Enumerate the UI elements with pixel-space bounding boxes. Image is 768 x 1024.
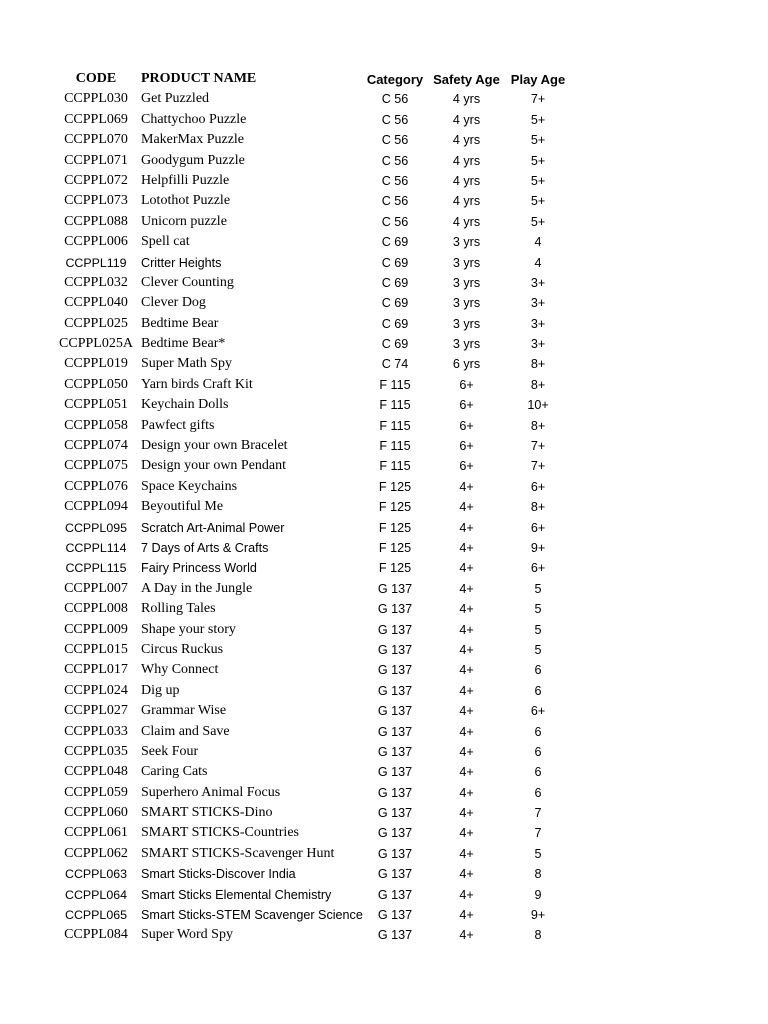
cell-category: G 137 xyxy=(377,765,413,780)
cell-product-name: Fairy Princess World xyxy=(141,561,257,576)
cell-product-name: Smart Sticks-STEM Scavenger Science xyxy=(141,908,363,923)
cell-code: CCPPL051 xyxy=(64,397,128,413)
cell-code: CCPPL007 xyxy=(64,580,128,596)
cell-product-name: Space Keychains xyxy=(141,478,238,494)
cell-code: CCPPL050 xyxy=(64,376,128,392)
cell-category: F 115 xyxy=(379,418,411,433)
cell-category: G 137 xyxy=(377,581,413,596)
cell-play-age: 6+ xyxy=(530,561,546,576)
cell-product-name: Clever Counting xyxy=(141,274,234,290)
cell-category: G 137 xyxy=(377,744,413,759)
cell-safety-age: 4+ xyxy=(459,500,474,515)
cell-product-name: Critter Heights xyxy=(141,255,222,270)
cell-safety-age: 3 yrs xyxy=(452,337,481,352)
cell-product-name: Why Connect xyxy=(141,662,219,678)
cell-play-age: 5+ xyxy=(530,153,546,168)
cell-category: F 115 xyxy=(379,439,411,454)
table-row xyxy=(0,456,768,476)
cell-code: CCPPL084 xyxy=(64,927,128,943)
table-row xyxy=(0,640,768,660)
cell-category: C 56 xyxy=(381,214,409,229)
cell-code: CCPPL025A xyxy=(59,336,133,352)
cell-play-age: 3+ xyxy=(530,296,546,311)
cell-product-name: A Day in the Jungle xyxy=(141,580,253,596)
cell-category: F 125 xyxy=(378,479,412,494)
cell-play-age: 9+ xyxy=(530,908,546,923)
cell-category: F 115 xyxy=(379,459,411,474)
cell-code: CCPPL072 xyxy=(64,172,128,188)
table-row xyxy=(0,558,768,578)
cell-category: G 137 xyxy=(377,867,413,882)
cell-code: CCPPL094 xyxy=(64,499,128,515)
table-row xyxy=(0,538,768,558)
cell-code: CCPPL008 xyxy=(64,601,128,617)
table-row xyxy=(0,823,768,843)
cell-category: F 125 xyxy=(378,540,412,555)
cell-safety-age: 3 yrs xyxy=(452,255,481,270)
cell-product-name: Smart Sticks Elemental Chemistry xyxy=(141,887,332,902)
cell-play-age: 5+ xyxy=(530,214,546,229)
cell-product-name: Pawfect gifts xyxy=(141,417,215,433)
cell-category: G 137 xyxy=(377,846,413,861)
cell-safety-age: 3 yrs xyxy=(452,275,481,290)
cell-category: F 115 xyxy=(379,398,411,413)
table-row xyxy=(0,314,768,334)
cell-play-age: 4 xyxy=(534,235,542,250)
cell-play-age: 6+ xyxy=(530,520,546,535)
table-row xyxy=(0,925,768,945)
cell-safety-age: 4+ xyxy=(459,581,474,596)
cell-product-name: Bedtime Bear* xyxy=(141,336,226,352)
cell-category: G 137 xyxy=(377,663,413,678)
cell-play-age: 6 xyxy=(534,663,542,678)
cell-play-age: 6 xyxy=(534,765,542,780)
cell-code: CCPPL061 xyxy=(64,825,128,841)
cell-play-age: 8 xyxy=(534,867,542,882)
cell-code: CCPPL088 xyxy=(64,213,128,229)
cell-play-age: 3+ xyxy=(530,275,546,290)
cell-product-name: Clever Dog xyxy=(141,295,206,311)
cell-play-age: 4 xyxy=(534,255,542,270)
cell-category: C 56 xyxy=(381,194,409,209)
cell-product-name: Design your own Bracelet xyxy=(141,438,288,454)
cell-code: CCPPL024 xyxy=(64,682,128,698)
cell-code: CCPPL076 xyxy=(64,478,128,494)
cell-safety-age: 4+ xyxy=(459,928,474,943)
cell-play-age: 9+ xyxy=(530,540,546,555)
cell-safety-age: 4+ xyxy=(459,724,474,739)
table-row xyxy=(0,151,768,171)
cell-category: F 115 xyxy=(379,377,411,392)
table-row xyxy=(0,844,768,864)
table-row xyxy=(0,293,768,313)
cell-product-name: Seek Four xyxy=(141,743,199,759)
cell-safety-age: 4 yrs xyxy=(452,92,481,107)
cell-play-age: 8+ xyxy=(530,500,546,515)
header-play-age: Play Age xyxy=(510,72,566,87)
cell-safety-age: 6 yrs xyxy=(452,357,481,372)
cell-play-age: 5 xyxy=(534,642,542,657)
cell-category: G 137 xyxy=(377,826,413,841)
cell-code: CCPPL017 xyxy=(64,662,128,678)
cell-play-age: 6+ xyxy=(530,704,546,719)
cell-code: CCPPL075 xyxy=(64,458,128,474)
table-row xyxy=(0,762,768,782)
cell-play-age: 6 xyxy=(534,724,542,739)
cell-safety-age: 4+ xyxy=(459,826,474,841)
table-row xyxy=(0,89,768,109)
cell-category: G 137 xyxy=(377,724,413,739)
table-row xyxy=(0,620,768,640)
table-row xyxy=(0,579,768,599)
table-row xyxy=(0,232,768,252)
cell-safety-age: 4+ xyxy=(459,704,474,719)
cell-safety-age: 4+ xyxy=(459,908,474,923)
cell-safety-age: 6+ xyxy=(459,377,474,392)
cell-code: CCPPL064 xyxy=(65,887,127,902)
cell-code: CCPPL063 xyxy=(65,867,127,882)
cell-play-age: 7+ xyxy=(530,459,546,474)
cell-product-name: Rolling Tales xyxy=(141,601,216,617)
cell-safety-age: 4 yrs xyxy=(452,194,481,209)
cell-play-age: 8+ xyxy=(530,357,546,372)
cell-code: CCPPL019 xyxy=(64,356,128,372)
cell-category: G 137 xyxy=(377,704,413,719)
cell-safety-age: 4+ xyxy=(459,663,474,678)
table-row xyxy=(0,803,768,823)
table-row xyxy=(0,722,768,742)
cell-category: C 56 xyxy=(381,153,409,168)
header-safety-age: Safety Age xyxy=(433,72,500,87)
cell-category: F 125 xyxy=(378,500,412,515)
cell-product-name: SMART STICKS-Dino xyxy=(141,805,273,821)
cell-safety-age: 4+ xyxy=(459,846,474,861)
cell-code: CCPPL027 xyxy=(64,703,128,719)
cell-product-name: Scratch Art-Animal Power xyxy=(141,520,285,535)
table-row xyxy=(0,253,768,273)
cell-code: CCPPL074 xyxy=(64,438,128,454)
cell-play-age: 6 xyxy=(534,744,542,759)
cell-play-age: 5 xyxy=(534,602,542,617)
cell-product-name: Helpfilli Puzzle xyxy=(141,172,230,188)
cell-category: C 56 xyxy=(381,133,409,148)
cell-category: G 137 xyxy=(377,602,413,617)
table-row xyxy=(0,273,768,293)
table-row xyxy=(0,171,768,191)
cell-category: G 137 xyxy=(377,642,413,657)
cell-play-age: 5 xyxy=(534,622,542,637)
cell-category: G 137 xyxy=(377,928,413,943)
cell-code: CCPPL070 xyxy=(64,132,128,148)
cell-product-name: Get Puzzled xyxy=(141,91,210,107)
table-row xyxy=(0,130,768,150)
cell-product-name: Bedtime Bear xyxy=(141,315,219,331)
cell-product-name: Smart Sticks-Discover India xyxy=(141,867,296,882)
cell-category: G 137 xyxy=(377,622,413,637)
cell-safety-age: 3 yrs xyxy=(452,235,481,250)
cell-safety-age: 3 yrs xyxy=(452,296,481,311)
cell-safety-age: 4+ xyxy=(459,602,474,617)
cell-safety-age: 4 yrs xyxy=(452,173,481,188)
table-row xyxy=(0,497,768,517)
cell-code: CCPPL060 xyxy=(64,805,128,821)
table-row xyxy=(0,905,768,925)
cell-safety-age: 4+ xyxy=(459,744,474,759)
table-row xyxy=(0,477,768,497)
cell-safety-age: 4 yrs xyxy=(452,153,481,168)
cell-product-name: Design your own Pendant xyxy=(141,458,287,474)
product-table xyxy=(0,69,768,946)
cell-product-name: Superhero Animal Focus xyxy=(141,784,281,800)
cell-product-name: 7 Days of Arts & Crafts xyxy=(141,540,269,555)
cell-category: G 137 xyxy=(377,908,413,923)
table-row xyxy=(0,864,768,884)
cell-product-name: Claim and Save xyxy=(141,723,230,739)
table-row xyxy=(0,375,768,395)
table-row xyxy=(0,681,768,701)
table-row xyxy=(0,660,768,680)
cell-safety-age: 4+ xyxy=(459,622,474,637)
cell-code: CCPPL059 xyxy=(64,784,128,800)
cell-play-age: 8+ xyxy=(530,418,546,433)
cell-category: G 137 xyxy=(377,785,413,800)
cell-play-age: 3+ xyxy=(530,337,546,352)
cell-safety-age: 3 yrs xyxy=(452,316,481,331)
cell-play-age: 5+ xyxy=(530,112,546,127)
cell-product-name: Dig up xyxy=(141,682,180,698)
cell-category: C 69 xyxy=(381,235,409,250)
cell-safety-age: 4+ xyxy=(459,887,474,902)
cell-product-name: SMART STICKS-Countries xyxy=(141,825,299,841)
header-product-name: PRODUCT NAME xyxy=(141,71,257,86)
cell-category: F 125 xyxy=(378,520,412,535)
cell-category: C 56 xyxy=(381,92,409,107)
cell-code: CCPPL115 xyxy=(65,561,127,576)
cell-category: G 137 xyxy=(377,806,413,821)
cell-code: CCPPL040 xyxy=(64,295,128,311)
cell-play-age: 5 xyxy=(534,846,542,861)
cell-product-name: Lotothot Puzzle xyxy=(141,193,231,209)
cell-code: CCPPL015 xyxy=(64,641,128,657)
cell-play-age: 3+ xyxy=(530,316,546,331)
table-row xyxy=(0,395,768,415)
cell-code: CCPPL030 xyxy=(64,91,128,107)
cell-safety-age: 6+ xyxy=(459,439,474,454)
cell-code: CCPPL114 xyxy=(65,540,127,555)
cell-play-age: 8+ xyxy=(530,377,546,392)
header-category: Category xyxy=(366,72,424,87)
cell-safety-age: 4+ xyxy=(459,765,474,780)
cell-play-age: 10+ xyxy=(527,398,549,413)
table-row xyxy=(0,191,768,211)
cell-category: C 56 xyxy=(381,112,409,127)
cell-code: CCPPL009 xyxy=(64,621,128,637)
cell-play-age: 6 xyxy=(534,785,542,800)
cell-safety-age: 4+ xyxy=(459,785,474,800)
cell-safety-age: 4 yrs xyxy=(452,133,481,148)
cell-safety-age: 4+ xyxy=(459,520,474,535)
cell-product-name: Beyoutiful Me xyxy=(141,499,224,515)
cell-product-name: MakerMax Puzzle xyxy=(141,132,245,148)
table-row xyxy=(0,416,768,436)
cell-play-age: 7+ xyxy=(530,439,546,454)
table-row xyxy=(0,783,768,803)
table-row xyxy=(0,885,768,905)
cell-play-age: 7 xyxy=(534,826,542,841)
cell-play-age: 5 xyxy=(534,581,542,596)
cell-product-name: Circus Ruckus xyxy=(141,641,224,657)
cell-safety-age: 4+ xyxy=(459,561,474,576)
table-row xyxy=(0,212,768,232)
cell-code: CCPPL058 xyxy=(64,417,128,433)
cell-safety-age: 4+ xyxy=(459,806,474,821)
cell-safety-age: 6+ xyxy=(459,459,474,474)
cell-play-age: 6+ xyxy=(530,479,546,494)
cell-category: G 137 xyxy=(377,683,413,698)
cell-category: C 69 xyxy=(381,337,409,352)
cell-code: CCPPL073 xyxy=(64,193,128,209)
table-row xyxy=(0,436,768,456)
cell-category: C 56 xyxy=(381,173,409,188)
cell-category: C 69 xyxy=(381,296,409,311)
cell-category: G 137 xyxy=(377,887,413,902)
cell-product-name: Shape your story xyxy=(141,621,236,637)
header-code: CODE xyxy=(75,71,117,86)
cell-code: CCPPL035 xyxy=(64,743,128,759)
cell-code: CCPPL069 xyxy=(64,111,128,127)
cell-product-name: Keychain Dolls xyxy=(141,397,229,413)
table-row xyxy=(0,742,768,762)
cell-code: CCPPL006 xyxy=(64,234,128,250)
cell-play-age: 5+ xyxy=(530,194,546,209)
cell-safety-age: 6+ xyxy=(459,398,474,413)
cell-play-age: 8 xyxy=(534,928,542,943)
cell-safety-age: 4+ xyxy=(459,479,474,494)
table-row xyxy=(0,354,768,374)
cell-safety-age: 6+ xyxy=(459,418,474,433)
cell-play-age: 5+ xyxy=(530,173,546,188)
cell-code: CCPPL119 xyxy=(65,255,127,270)
cell-code: CCPPL071 xyxy=(64,152,128,168)
cell-safety-age: 4+ xyxy=(459,867,474,882)
cell-category: F 125 xyxy=(378,561,412,576)
cell-play-age: 7 xyxy=(534,806,542,821)
cell-play-age: 7+ xyxy=(530,92,546,107)
cell-category: C 69 xyxy=(381,316,409,331)
table-body xyxy=(0,89,768,945)
table-header-row xyxy=(0,69,768,89)
cell-product-name: Spell cat xyxy=(141,234,190,250)
cell-safety-age: 4+ xyxy=(459,642,474,657)
cell-safety-age: 4 yrs xyxy=(452,112,481,127)
cell-safety-age: 4 yrs xyxy=(452,214,481,229)
cell-product-name: Caring Cats xyxy=(141,764,208,780)
cell-product-name: Grammar Wise xyxy=(141,703,227,719)
cell-code: CCPPL048 xyxy=(64,764,128,780)
table-row xyxy=(0,334,768,354)
cell-product-name: Goodygum Puzzle xyxy=(141,152,245,168)
cell-product-name: Super Math Spy xyxy=(141,356,232,372)
cell-code: CCPPL025 xyxy=(64,315,128,331)
cell-product-name: Unicorn puzzle xyxy=(141,213,227,229)
table-row xyxy=(0,701,768,721)
table-row xyxy=(0,518,768,538)
table-row xyxy=(0,599,768,619)
cell-code: CCPPL033 xyxy=(64,723,128,739)
cell-product-name: Chattychoo Puzzle xyxy=(141,111,247,127)
cell-safety-age: 4+ xyxy=(459,683,474,698)
table-row xyxy=(0,110,768,130)
cell-play-age: 9 xyxy=(534,887,542,902)
cell-product-name: Super Word Spy xyxy=(141,927,233,943)
cell-safety-age: 4+ xyxy=(459,540,474,555)
cell-code: CCPPL095 xyxy=(65,520,127,535)
cell-code: CCPPL062 xyxy=(64,845,128,861)
cell-code: CCPPL032 xyxy=(64,274,128,290)
cell-product-name: SMART STICKS-Scavenger Hunt xyxy=(141,845,335,861)
cell-play-age: 6 xyxy=(534,683,542,698)
cell-category: C 74 xyxy=(381,357,409,372)
cell-play-age: 5+ xyxy=(530,133,546,148)
cell-category: C 69 xyxy=(381,255,409,270)
cell-product-name: Yarn birds Craft Kit xyxy=(141,376,253,392)
cell-code: CCPPL065 xyxy=(65,908,127,923)
cell-category: C 69 xyxy=(381,275,409,290)
